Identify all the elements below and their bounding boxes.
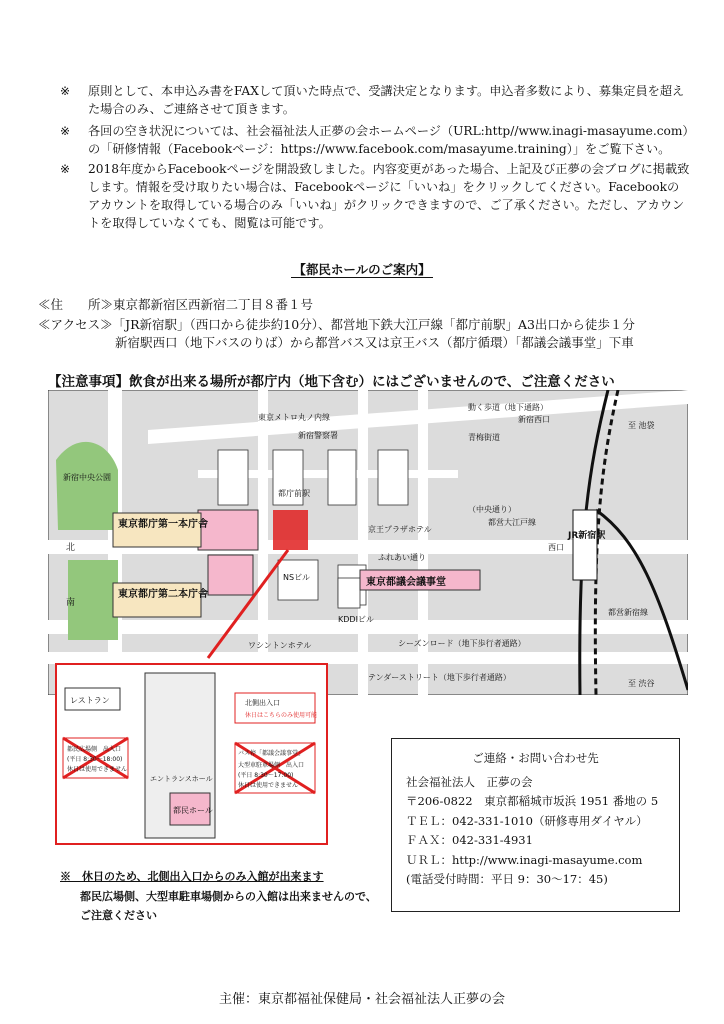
svg-text:休日は使用できません: 休日は使用できません	[67, 766, 128, 773]
note-1	[60, 82, 690, 118]
svg-text:都営新宿線: 都営新宿線	[608, 608, 648, 617]
note-2	[60, 122, 690, 158]
svg-text:京王プラザホテル: 京王プラザホテル	[368, 525, 432, 534]
note-text: 原則として、本申込み書をFAXして頂いた時点で、受講決定となります。申込者多数により、募集定員を超えた場合のみ、ご連絡させて頂きます。	[88, 84, 685, 116]
map-label: 東京メトロ丸ノ内線	[258, 413, 330, 422]
svg-text:北側出入口: 北側出入口	[245, 699, 280, 707]
svg-text:西口: 西口	[548, 543, 564, 552]
svg-text:休日はこちらのみ使用可能: 休日はこちらのみ使用可能	[245, 712, 318, 719]
contact-address: 〒206-0822 東京都稲城市坂浜 1951 番地の 5	[406, 794, 659, 808]
address-line: ≪住 所≫東京都新宿区西新宿二丁目８番１号	[38, 297, 314, 312]
svg-text:東京都議会議事堂: 東京都議会議事堂	[366, 577, 446, 588]
svg-text:（中央通り）: （中央通り）	[468, 505, 516, 514]
svg-text:ふれあい通り: ふれあい通り	[378, 553, 426, 562]
area-map	[48, 390, 688, 695]
assembly-building	[273, 510, 308, 550]
access-line-1: ≪アクセス≫「JR新宿駅」（西口から徒歩約10分）、都営地下鉄大江戸線「都庁前駅」A3出口から徒歩１分	[38, 317, 635, 332]
svg-text:テンダーストリート（地下歩行者通路）: テンダーストリート（地下歩行者通路）	[368, 673, 511, 682]
svg-text:ワシントンホテル: ワシントンホテル	[248, 641, 312, 650]
inset-note-1: ※ 休日のため、北側出入口からのみ入館が出来ます	[60, 870, 324, 883]
svg-text:NSビル: NSビル	[283, 573, 311, 582]
inset-note-2: 都民広場側、大型車駐車場側からの入館は出来ませんので、	[80, 890, 377, 903]
access-line-2: 新宿駅西口（地下バスのりば）から都営バス又は京王バス（都庁循環）「都議会議事堂」下車	[115, 335, 634, 350]
contact-url: ＵＲＬ：http://www.inagi-masayume.com	[406, 852, 643, 867]
svg-text:新宿警察署: 新宿警察署	[298, 431, 338, 440]
svg-text:都民ホール: 都民ホール	[173, 806, 213, 815]
svg-text:大型車駐車場側 出入口: 大型車駐車場側 出入口	[238, 762, 305, 769]
svg-text:シーズンロード（地下歩行者通路）: シーズンロード（地下歩行者通路）	[398, 639, 526, 648]
contact-box	[391, 738, 680, 912]
svg-text:休日は使用できません: 休日は使用できません	[238, 782, 299, 789]
svg-text:東京都庁第二本庁舎: 東京都庁第二本庁舎	[118, 589, 208, 600]
svg-text:新宿西口: 新宿西口	[518, 415, 550, 424]
floor-plan-inset	[55, 663, 328, 845]
contact-org: 社会福祉法人 正夢の会	[406, 774, 533, 789]
svg-text:東京都庁第一本庁舎: 東京都庁第一本庁舎	[118, 519, 208, 530]
svg-text:新宿中央公園: 新宿中央公園	[63, 473, 111, 482]
contact-title: ご連絡・お問い合わせ先	[472, 751, 599, 765]
contact-hours: (電話受付時間：平日 9：30〜17：45)	[406, 872, 608, 886]
svg-text:都民広場側 出入口: 都民広場側 出入口	[67, 746, 122, 753]
park-area	[56, 442, 118, 530]
svg-text:バス停「都議会議事堂」: バス停「都議会議事堂」	[238, 750, 305, 757]
hall-heading: 【都民ホールのご案内】	[293, 262, 431, 277]
footer-organizer: 主催：東京都福祉保健局・社会福祉法人正夢の会	[218, 992, 505, 1007]
contact-fax: ＦＡＸ：042-331-4931	[406, 833, 533, 847]
inset-note-3: ご注意ください	[80, 909, 157, 922]
note-text: 各回の空き状況については、社会福祉法人正夢の会ホームページ（URL:http//www.inagi-masayume.com）の「研修情報（Facebookページ：https://www.facebook.com/masayume.training）」をご覧下さい。	[88, 124, 689, 156]
svg-text:エントランスホール: エントランスホール	[150, 775, 213, 783]
note-mark: ※	[60, 124, 71, 138]
svg-text:都庁前駅: 都庁前駅	[278, 489, 310, 498]
svg-text:(平日 8:30〜18:00): (平日 8:30〜18:00)	[67, 756, 123, 763]
svg-text:JR新宿駅: JR新宿駅	[568, 531, 606, 541]
svg-text:北: 北	[66, 543, 76, 553]
note-3	[60, 160, 690, 232]
contact-tel: ＴＥＬ：042-331-1010（研修専用ダイヤル）	[406, 813, 648, 828]
svg-text:南: 南	[66, 598, 76, 608]
note-mark: ※	[60, 84, 71, 98]
svg-text:至 渋谷: 至 渋谷	[628, 679, 655, 688]
svg-text:動く歩道（地下通路）: 動く歩道（地下通路）	[468, 403, 548, 412]
svg-text:(平日 8:30〜17:00): (平日 8:30〜17:00)	[238, 772, 294, 779]
note-text: 2018年度からFacebookページを開設致しました。内容変更があった場合、上記及び正夢の会ブログに掲載致します。情報を受け取りたい場合は、Facebookページに「いいね」をクリックしてください。Facebookのアカウントを取得している場合のみ「いいね」がクリックできますので、ご了承ください。ただし、アカウントを取得していなくても、閲覧は可能です。	[88, 162, 690, 230]
svg-text:至 池袋: 至 池袋	[628, 421, 655, 430]
svg-text:青梅街道: 青梅街道	[468, 433, 500, 442]
caution-heading: 【注意事項】飲食が出来る場所が都庁内（地下含む）にはございませんので、ご注意ください	[48, 370, 615, 391]
note-mark: ※	[60, 162, 71, 176]
svg-text:都営大江戸線: 都営大江戸線	[488, 518, 536, 527]
svg-text:レストラン: レストラン	[70, 696, 110, 705]
svg-text:KDDIビル: KDDIビル	[338, 615, 374, 624]
